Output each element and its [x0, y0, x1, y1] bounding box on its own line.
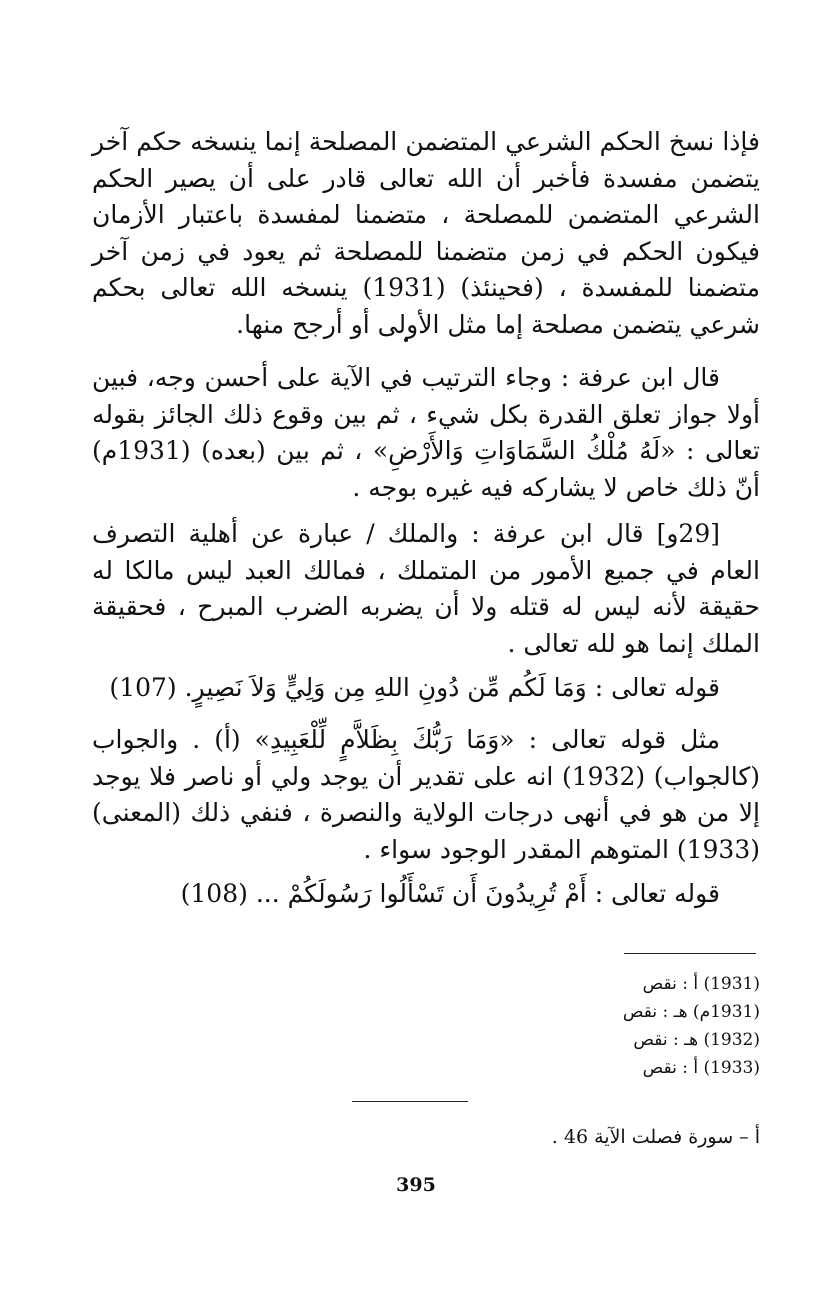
note-item: (1931) أ : نقص	[642, 974, 760, 994]
paragraph-text: فإذا نسخ الحكم الشرعي المتضمن المصلحة إنما ينسخه حكم آخر يتضمن مفسدة فأخبر أن الله تعالى قادر على أن يصير الحكم الشرعي المتضمن للمصلحة ، متضمنا لمفسدة باعتبار الأزمان فيكون الحكم في زمن متضمنا للمصلحة ثم يعود في زمن آخر متضمنا للمفسدة ، (فحينئذ) (1931) ينسخه الله تعالى بحكم شرعي يتضمن مصلحة إما مثل الأولى أو أرجح منها.	[92, 127, 760, 339]
paragraph-text: مثل قوله تعالى : «وَمَا رَبُّكَ بِظَلاَّمٍ لِّلْعَبِيدِ» (أ) . والجواب (كالجواب) (1932) انه على تقدير أن يوجد ولي أو ناصر فلا يوجد إلا من هو في أنهى درجات الولاية والنصرة ، فنفي ذلك (المعنى) (1933) المتوهم المقدر الوجود سواء .	[92, 725, 760, 864]
note-item: (1933) أ : نقص	[642, 1058, 760, 1078]
verse-heading-107	[92, 670, 760, 707]
footnote-divider	[352, 1101, 468, 1102]
note-item: (1932) هـ : نقص	[633, 1030, 760, 1050]
paragraph-text: قوله تعالى : وَمَا لَكُم مِّن دُونِ اللهِ مِن وَلِيٍّ وَلاَ نَصِيرٍ. (107)	[109, 673, 720, 702]
page-number: 395	[396, 1174, 436, 1196]
main-paragraph-3	[92, 516, 760, 662]
main-paragraph-2	[92, 360, 760, 506]
variant-notes	[560, 970, 760, 1082]
paragraph-text: [29و] قال ابن عرفة : والملك / عبارة عن أهلية التصرف العام في جميع الأمور من المتملك ، فمالك العبد ليس مالكا له حقيقة لأنه ليس له قتله ولا أن يضربه الضرب المبرح ، فحقيقة الملك إنما هو لله تعالى .	[92, 519, 760, 658]
main-paragraph-5	[92, 722, 760, 868]
note-item: (1931م) هـ : نقص	[622, 1002, 760, 1022]
paragraph-text: قوله تعالى : أَمْ تُرِيدُونَ أَن تَسْأَلُوا رَسُولَكُمْ ... (108)	[180, 879, 720, 908]
paragraph-text: قال ابن عرفة : وجاء الترتيب في الآية على أحسن وجه، فبين أولا جواز تعلق القدرة بكل شيء ، ثم بين وقوع ذلك الجائز بقوله تعالى : «لَهُ مُلْكُ السَّمَاوَاتِ وَالأَرْضِ» ، ثم بين (بعده) (1931م) أنّ ذلك خاص لا يشاركه فيه غيره بوجه .	[92, 363, 760, 502]
footnote: أ – سورة فصلت الآية 46 .	[551, 1126, 760, 1148]
stray-dot	[404, 338, 408, 342]
notes-divider	[624, 953, 756, 954]
verse-heading-108	[92, 876, 760, 913]
main-paragraph-1	[92, 124, 760, 343]
